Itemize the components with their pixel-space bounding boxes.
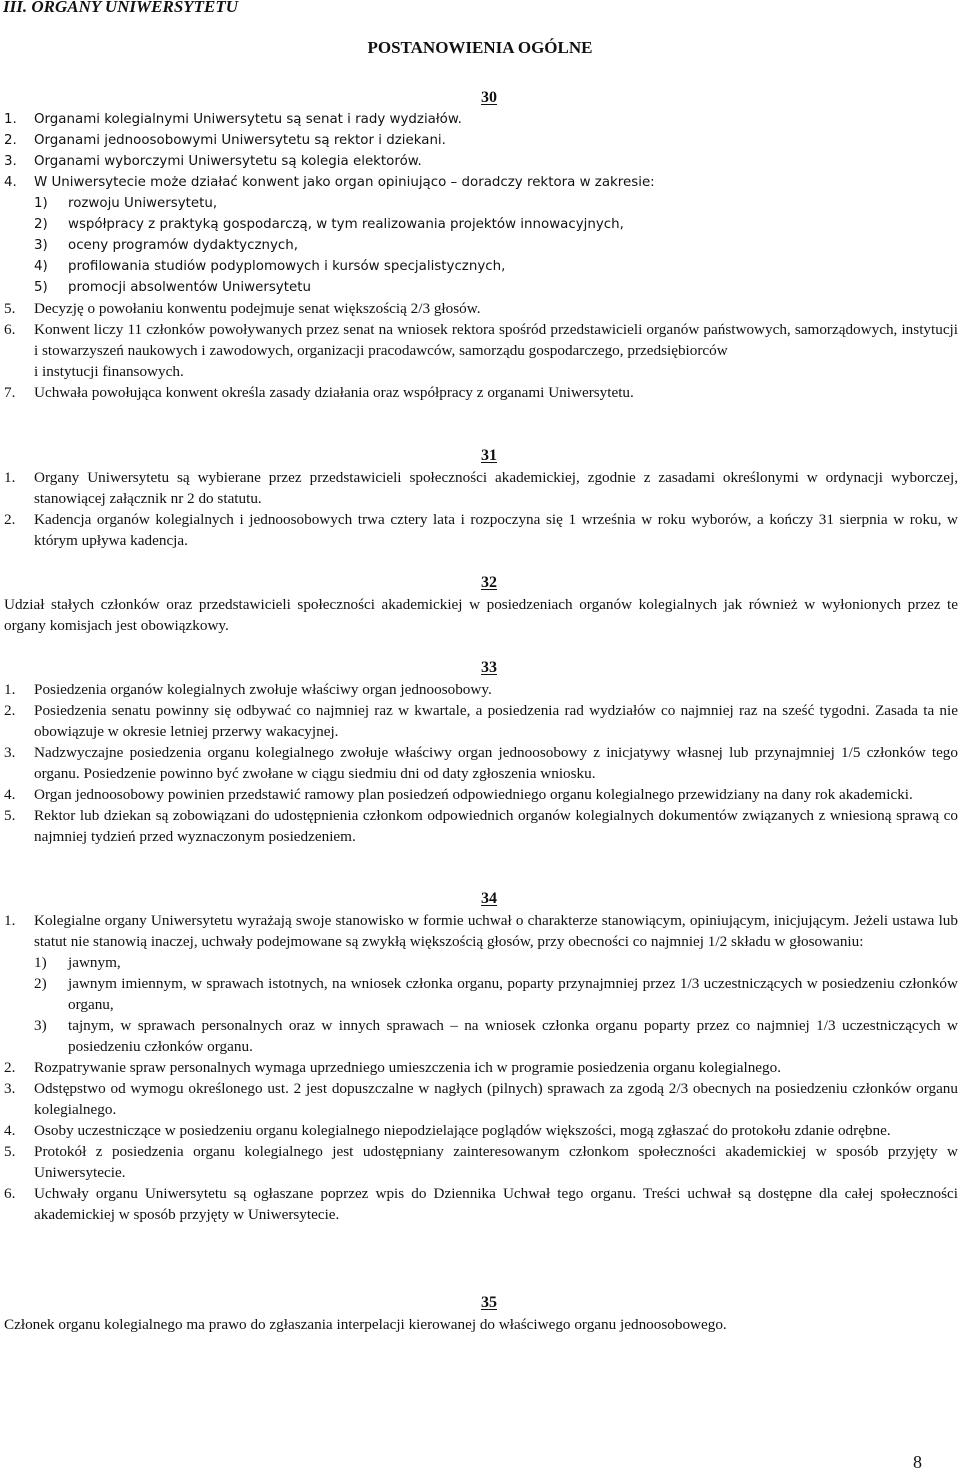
list-item: 2. Rozpatrywanie spraw personalnych wymaga uprzedniego umieszczenia ich w programie posiedzenia organu kolegialnego. bbox=[4, 1059, 782, 1076]
list-item: 6. Konwent liczy 11 członków powoływanych przez senat na wniosek rektora spośród przedstawicieli organów państwowych, samorządowych, instytucji i stowarzyszeń naukowych i zawodowych, organizacji pracodawców, samorządu gospodarczego, przedsiębiorców i instytucji finansowych. bbox=[4, 321, 958, 380]
section-number: 35 bbox=[481, 1294, 497, 1311]
section-33 bbox=[0, 658, 960, 847]
list-item: 4. Organ jednoosobowy powinien przedstawić ramowy plan posiedzeń odpowiedniego organu kolegialnego przewidziany na dany rok akademicki. bbox=[4, 786, 913, 803]
list-item: 4. W Uniwersytecie może działać konwent jako organ opiniująco – doradczy rektora w zakresie: bbox=[4, 175, 655, 190]
section-number: 34 bbox=[481, 890, 497, 907]
list-item: 1. Organy Uniwersytetu są wybierane przez przedstawicieli społeczności akademickiej, zgodnie z zasadami określonymi w ordynacji wyborczej, stanowiącej załącznik nr 2 do statutu. bbox=[4, 469, 958, 507]
paragraph: Członek organu kolegialnego ma prawo do zgłaszania interpelacji kierowanej do właściwego organu jednoosobowego. bbox=[4, 1316, 727, 1333]
paragraph: Udział stałych członków oraz przedstawicieli społeczności akademickiej w posiedzeniach organów kolegialnych jak również w wyłonionych przez te organy komisjach jest obowiązkowy. bbox=[4, 596, 958, 634]
list-item: 5. Protokół z posiedzenia organu kolegialnego jest udostępniany zainteresowanym członkom społeczności akademickiej w sposób przyjęty w Uniwersytecie. bbox=[4, 1143, 958, 1181]
section-35 bbox=[0, 1293, 960, 1335]
section-heading: POSTANOWIENIA OGÓLNE bbox=[367, 38, 593, 57]
list-item: 3. Odstępstwo od wymogu określonego ust. 2 jest dopuszczalne w nagłych (pilnych) sprawach za zgodą 2/3 obecnych na posiedzeniu członków organu kolegialnego. bbox=[4, 1080, 958, 1118]
list-item: 1. Kolegialne organy Uniwersytetu wyrażają swoje stanowisko w formie uchwał o charakterze stanowiącym, opiniującym, inicjującym. Jeżeli ustawa lub statut nie stanowią inaczej, uchwały podejmowane są zwykłą większością głosów, przy obecności co najmniej 1/2 składu w głosowaniu: bbox=[4, 912, 958, 950]
list-item: 1. Organami kolegialnymi Uniwersytetu są senat i rady wydziałów. bbox=[4, 112, 462, 127]
list-item: 2. Posiedzenia senatu powinny się odbywać co najmniej raz w kwartale, a posiedzenia rad wydziałów co najmniej raz na sześć tygodni. Zasada ta nie obowiązuje w okresie letniej przerwy wakacyjnej. bbox=[4, 702, 958, 740]
sub-list-item: 3) oceny programów dydaktycznych, bbox=[34, 238, 298, 253]
sub-list-item: 3) tajnym, w sprawach personalnych oraz w innych sprawach – na wniosek członka organu poparty przez co najmniej 1/3 uczestniczących w posiedzeniu członków organu. bbox=[34, 1017, 958, 1055]
sub-list-item: 5) promocji absolwentów Uniwersytetu bbox=[34, 280, 311, 295]
section-30 bbox=[0, 88, 960, 403]
sub-list-item: 2) współpracy z praktyką gospodarczą, w tym realizowania projektów innowacyjnych, bbox=[34, 217, 624, 232]
list-item: 7. Uchwała powołująca konwent określa zasady działania oraz współpracy z organami Uniwersytetu. bbox=[4, 384, 634, 401]
chapter-title: III. ORGANY UNIWERSYTETU bbox=[3, 0, 239, 16]
sub-list-item: 2) jawnym imiennym, w sprawach istotnych, na wniosek członka organu, poparty przynajmniej przez 1/3 uczestniczących w posiedzeniu członków organu, bbox=[34, 975, 958, 1013]
sub-list-item: 1) rozwoju Uniwersytetu, bbox=[34, 196, 218, 211]
list-item: 5. Decyzję o powołaniu konwentu podejmuje senat większością 2/3 głosów. bbox=[4, 300, 481, 317]
section-number: 32 bbox=[481, 574, 497, 591]
list-item: 2. Kadencja organów kolegialnych i jednoosobowych trwa cztery lata i rozpoczyna się 1 września w roku wyborów, a kończy 31 sierpnia w roku, w którym upływa kadencja. bbox=[4, 511, 958, 549]
list-item: 2. Organami jednoosobowymi Uniwersytetu są rektor i dziekani. bbox=[4, 133, 446, 148]
list-item: 3. Organami wyborczymi Uniwersytetu są kolegia elektorów. bbox=[4, 154, 422, 169]
list-item: 5. Rektor lub dziekan są zobowiązani do udostępnienia członkom odpowiednich organów kolegialnych dokumentów związanych z wniesioną sprawą co najmniej tydzień przed wyznaczonym posiedzeniem. bbox=[4, 807, 958, 845]
section-number: 33 bbox=[481, 659, 497, 676]
sub-list-item: 4) profilowania studiów podyplomowych i kursów specjalistycznych, bbox=[34, 259, 506, 274]
section-31 bbox=[0, 446, 960, 551]
sub-list-item: 1) jawnym, bbox=[34, 954, 121, 971]
section-number: 30 bbox=[481, 89, 497, 106]
section-34 bbox=[0, 889, 960, 1225]
section-32 bbox=[0, 573, 960, 636]
list-item: 3. Nadzwyczajne posiedzenia organu kolegialnego zwołuje właściwy organ jednoosobowy z inicjatywy własnej lub przynajmniej 1/5 członków tego organu. Posiedzenie powinno być zwołane w ciągu siedmiu dni od daty zgłoszenia wniosku. bbox=[4, 744, 958, 782]
section-number: 31 bbox=[481, 447, 497, 464]
page-number: 8 bbox=[913, 1452, 922, 1472]
list-item: 1. Posiedzenia organów kolegialnych zwołuje właściwy organ jednoosobowy. bbox=[4, 681, 492, 698]
list-item: 6. Uchwały organu Uniwersytetu są ogłaszane poprzez wpis do Dziennika Uchwał tego organu. Treści uchwał są dostępne dla całej społeczności akademickiej w sposób przyjęty w Uniwersytecie. bbox=[4, 1185, 958, 1223]
list-item: 4. Osoby uczestniczące w posiedzeniu organu kolegialnego niepodzielające poglądów większości, mogą zgłaszać do protokołu zdanie odrębne. bbox=[4, 1122, 891, 1139]
